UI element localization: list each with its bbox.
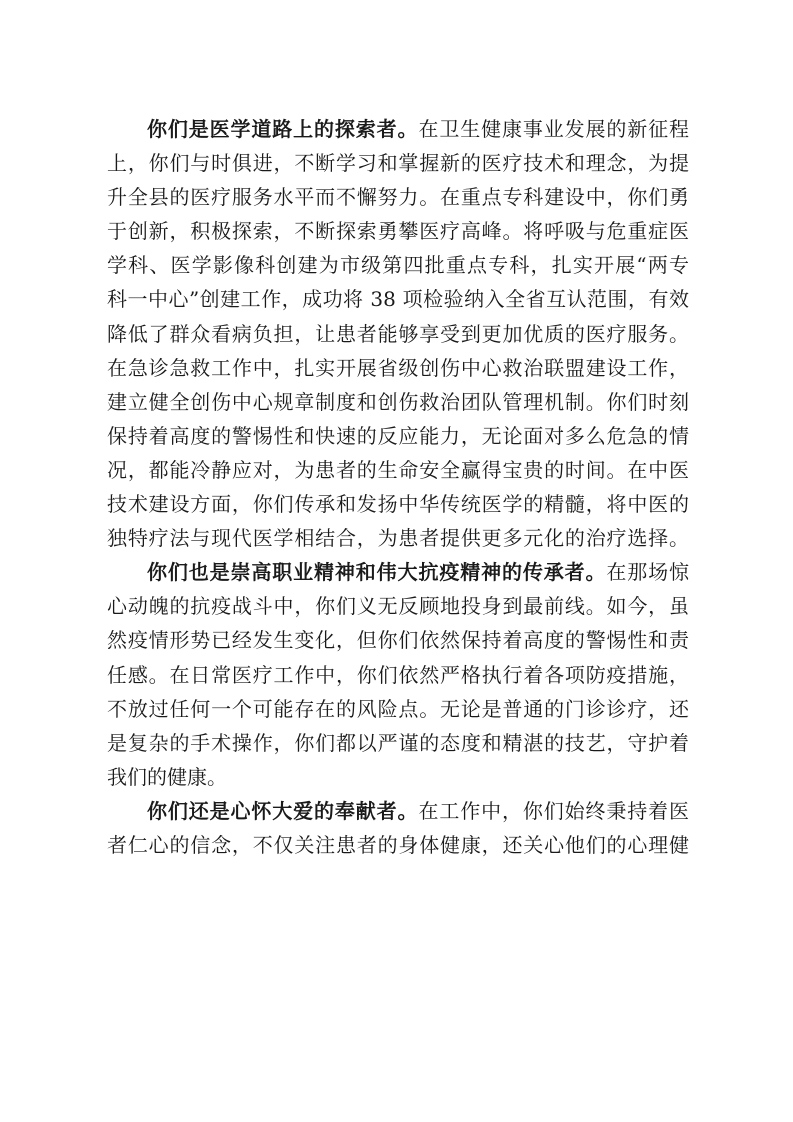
text-line: 升全县的医疗服务水平而不懈努力。在重点专科建设中，你们勇: [107, 185, 689, 210]
text-line: 不放过任何一个可能存在的风险点。无论是普通的门诊诊疗，还: [107, 696, 689, 721]
paragraph-heading: 你们是医学道路上的探索者。: [147, 117, 419, 141]
text-run: 在卫生健康事业发展的新征程: [418, 117, 689, 141]
text-line: 在急诊急救工作中，扎实开展省级创伤中心救治联盟建设工作，: [107, 355, 689, 380]
text-line: 独特疗法与现代医学相结合，为患者提供更多元化的治疗选择。: [107, 526, 689, 551]
text-line: 保持着高度的警惕性和快速的反应能力，无论面对多么危急的情: [107, 423, 689, 448]
text-line: 是复杂的手术操作，你们都以严谨的态度和精湛的技艺，守护着: [107, 730, 689, 755]
text-line: 建立健全创伤中心规章制度和创伤救治团队管理机制。你们时刻: [107, 389, 689, 414]
text-line: 心动魄的抗疫战斗中，你们义无反顾地投身到最前线。如今，虽: [107, 594, 689, 619]
text-line: 然疫情形势已经发生变化，但你们依然保持着高度的警惕性和责: [107, 628, 689, 653]
text-line: 上，你们与时俱进，不断学习和掌握新的医疗技术和理念，为提: [107, 151, 689, 176]
text-line: 况，都能冷静应对，为患者的生命安全赢得宝贵的时间。在中医: [107, 457, 689, 482]
text-run: 在工作中，你们始终秉持着医: [418, 798, 689, 823]
paragraph-1-line-1: [107, 112, 689, 146]
body-text: [107, 112, 689, 862]
text-line: 我们的健康。: [107, 764, 227, 789]
text-line: 者仁心的信念，不仅关注患者的身体健康，还关心他们的心理健: [107, 832, 689, 857]
text-line: 于创新，积极探索，不断探索勇攀医疗高峰。将呼吸与危重症医: [107, 219, 689, 244]
text-line: 降低了群众看病负担，让患者能够享受到更加优质的医疗服务。: [107, 321, 689, 346]
text-line: 技术建设方面，你们传承和发扬中华传统医学的精髓，将中医的: [107, 492, 689, 517]
text-run: 在那场惊: [606, 560, 689, 585]
paragraph-heading: 你们还是心怀大爱的奉献者。: [147, 798, 419, 823]
text-line: 任感。在日常医疗工作中，你们依然严格执行着各项防疫措施，: [107, 662, 689, 687]
text-line: 科一中心”创建工作，成功将 38 项检验纳入全省互认范围，有效: [107, 287, 689, 312]
paragraph-3-line-1: [107, 794, 689, 828]
paragraph-2-line-1: [107, 555, 689, 589]
text-line: 学科、医学影像科创建为市级第四批重点专科，扎实开展“两专: [107, 253, 689, 278]
paragraph-heading: 你们也是崇高职业精神和伟大抗疫精神的传承者。: [147, 560, 607, 585]
